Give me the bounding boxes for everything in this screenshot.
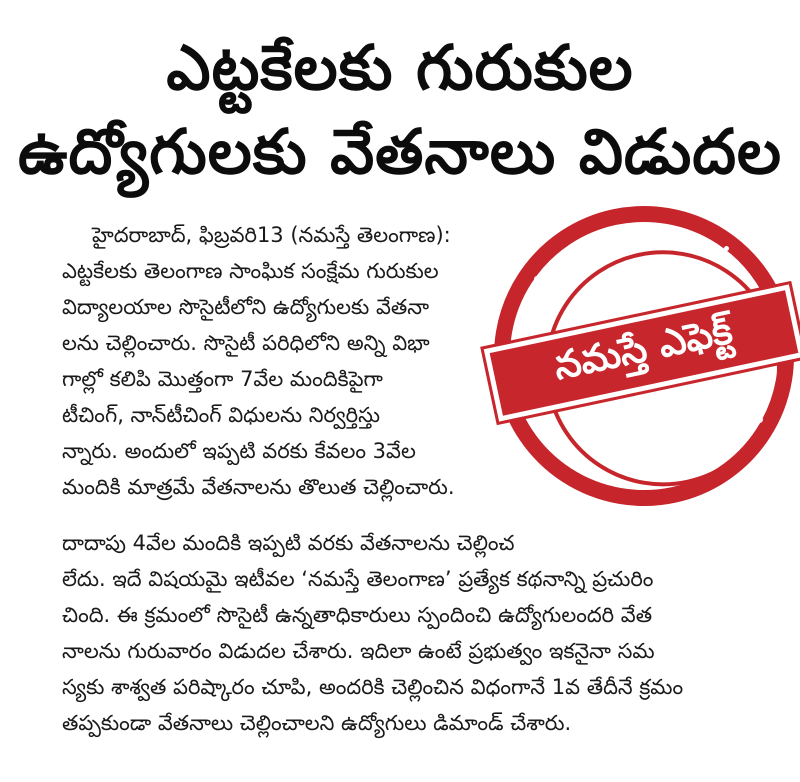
article-line: లేదు. ఇదే విషయమై ఇటీవల ‘నమస్తే తెలంగాణ’ ప్రత్యేక కథనాన్ని ప్రచురిం bbox=[62, 567, 654, 591]
namaste-effect-stamp bbox=[494, 206, 794, 506]
stamp-speckle bbox=[564, 446, 569, 451]
stamp-speckle bbox=[534, 276, 540, 282]
article-line: విద్యాలయాల సొసైటీలోని ఉద్యోగులకు వేతనా bbox=[62, 295, 430, 319]
article-line: తప్పకుండా వేతనాలు చెల్లించాలని ఉద్యోగులు డిమాండ్ చేశారు. bbox=[62, 711, 572, 735]
stamp-speckle bbox=[756, 416, 763, 423]
article-line: దాదాపు 4వేల మందికి ఇప్పటి వరకు వేతనాలను చెల్లించ bbox=[62, 531, 515, 555]
article-line: మందికి మాత్రమే వేతనాలను తొలుత చెల్లించారు. bbox=[62, 475, 455, 499]
article-line: స్యకు శాశ్వత పరిష్కారం చూపి, అందరికి చెల్లించిన విధంగానే 1వ తేదీనే క్రమం bbox=[62, 675, 684, 699]
article-line: నాలను గురువారం విడుదల చేశారు. ఇదిలా ఉంటే ప్రభుత్వం ఇకనైనా సమ bbox=[62, 639, 655, 663]
stamp-label: నమస్తే ఎఫెక్ట్ bbox=[550, 307, 736, 389]
article-line: లను చెల్లించారు. సొసైటీ పరిధిలోని అన్ని విభా bbox=[62, 331, 430, 355]
article-line: టీచింగ్, నాన్‌టీచింగ్ విధులను నిర్వర్తిస్తు bbox=[62, 403, 381, 427]
article-line: గాల్లో కలిపి మొత్తంగా 7వేల మందికిపైగా bbox=[62, 367, 383, 391]
article-line: హైదరాబాద్, ఫిబ్రవరి13 (నమస్తే తెలంగాణ): bbox=[92, 223, 451, 247]
headline-line-1: ఎట్టకేలకు గురుకుల bbox=[166, 31, 634, 104]
headline-line-2: ఉద్యోగులకు వేతనాలు విడుదల bbox=[18, 115, 782, 188]
stamp-speckle bbox=[724, 246, 729, 251]
article-line: ఎట్టకేలకు తెలంగాణ సాంఘిక సంక్షేమ గురుకుల bbox=[62, 259, 439, 283]
article-line: చింది. ఈ క్రమంలో సొసైటీ ఉన్నతాధికారులు స్పందించి ఉద్యోగులందరి వేత bbox=[62, 603, 653, 627]
stamp-speckle bbox=[644, 474, 650, 480]
article-line: న్నారు. అందులో ఇప్పటి వరకు కేవలం 3వేల bbox=[62, 439, 416, 463]
